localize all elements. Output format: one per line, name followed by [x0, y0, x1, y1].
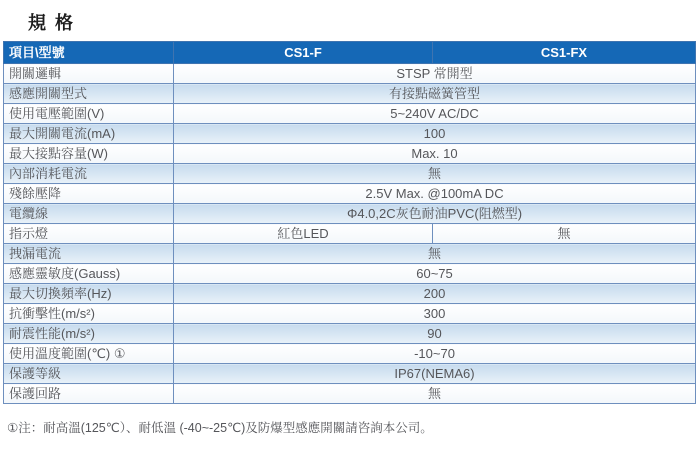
spec-label: 耐震性能(m/s²): [4, 324, 174, 344]
spec-label: 感應開關型式: [4, 84, 174, 104]
spec-label: 殘餘壓降: [4, 184, 174, 204]
page-title: 規 格: [28, 13, 76, 33]
spec-label: 最大接點容量(W): [4, 144, 174, 164]
header-cs1-fx: CS1-FX: [433, 42, 696, 64]
spec-value: 5~240V AC/DC: [174, 104, 696, 124]
table-row: [4, 324, 696, 344]
table-row: [4, 284, 696, 304]
spec-table: [3, 41, 696, 404]
table-row: [4, 384, 696, 404]
spec-value: IP67(NEMA6): [174, 364, 696, 384]
spec-label: 保護回路: [4, 384, 174, 404]
spec-value: 200: [174, 284, 696, 304]
spec-label: 拽漏電流: [4, 244, 174, 264]
spec-label: 最大開關電流(mA): [4, 124, 174, 144]
spec-value: 2.5V Max. @100mA DC: [174, 184, 696, 204]
header-item-model: 項目\型號: [4, 42, 174, 64]
spec-value: 60~75: [174, 264, 696, 284]
header-row: [4, 42, 696, 64]
table-row: [4, 164, 696, 184]
table-row: [4, 364, 696, 384]
spec-value: STSP 常開型: [174, 64, 696, 84]
spec-value: -10~70: [174, 344, 696, 364]
spec-label: 使用溫度範圍(℃) ①: [4, 344, 174, 364]
table-row: [4, 244, 696, 264]
table-row: [4, 64, 696, 84]
spec-label: 保護等級: [4, 364, 174, 384]
table-row: [4, 264, 696, 284]
spec-value: 有接點磁簧管型: [174, 84, 696, 104]
spec-value-cs1-fx: 無: [433, 224, 696, 244]
header-cs1-f: CS1-F: [174, 42, 433, 64]
spec-label: 內部消耗電流: [4, 164, 174, 184]
spec-label: 抗衝擊性(m/s²): [4, 304, 174, 324]
spec-value: 無: [174, 244, 696, 264]
table-row: [4, 184, 696, 204]
table-row: [4, 204, 696, 224]
table-row: [4, 344, 696, 364]
spec-value: 無: [174, 164, 696, 184]
spec-value: 90: [174, 324, 696, 344]
table-row: [4, 84, 696, 104]
table-row: [4, 304, 696, 324]
spec-label: 電纜線: [4, 204, 174, 224]
table-row: [4, 104, 696, 124]
spec-label: 開關邏輯: [4, 64, 174, 84]
table-row: [4, 144, 696, 164]
footnote: ①注：耐高溫(125℃）、耐低溫 (-40~-25℃)及防爆型感應開關請咨詢本公司。: [7, 421, 433, 435]
table-row: [4, 124, 696, 144]
spec-label: 感應靈敏度(Gauss): [4, 264, 174, 284]
spec-label: 使用電壓範圍(V): [4, 104, 174, 124]
spec-value: Φ4.0,2C灰色耐油PVC(阻燃型): [174, 204, 696, 224]
table-row-indicator-light: [4, 224, 696, 244]
spec-label: 最大切換頻率(Hz): [4, 284, 174, 304]
spec-value: 300: [174, 304, 696, 324]
spec-value-cs1-f: 紅色LED: [174, 224, 433, 244]
spec-value: 100: [174, 124, 696, 144]
spec-value: 無: [174, 384, 696, 404]
spec-value: Max. 10: [174, 144, 696, 164]
spec-label: 指示燈: [4, 224, 174, 244]
